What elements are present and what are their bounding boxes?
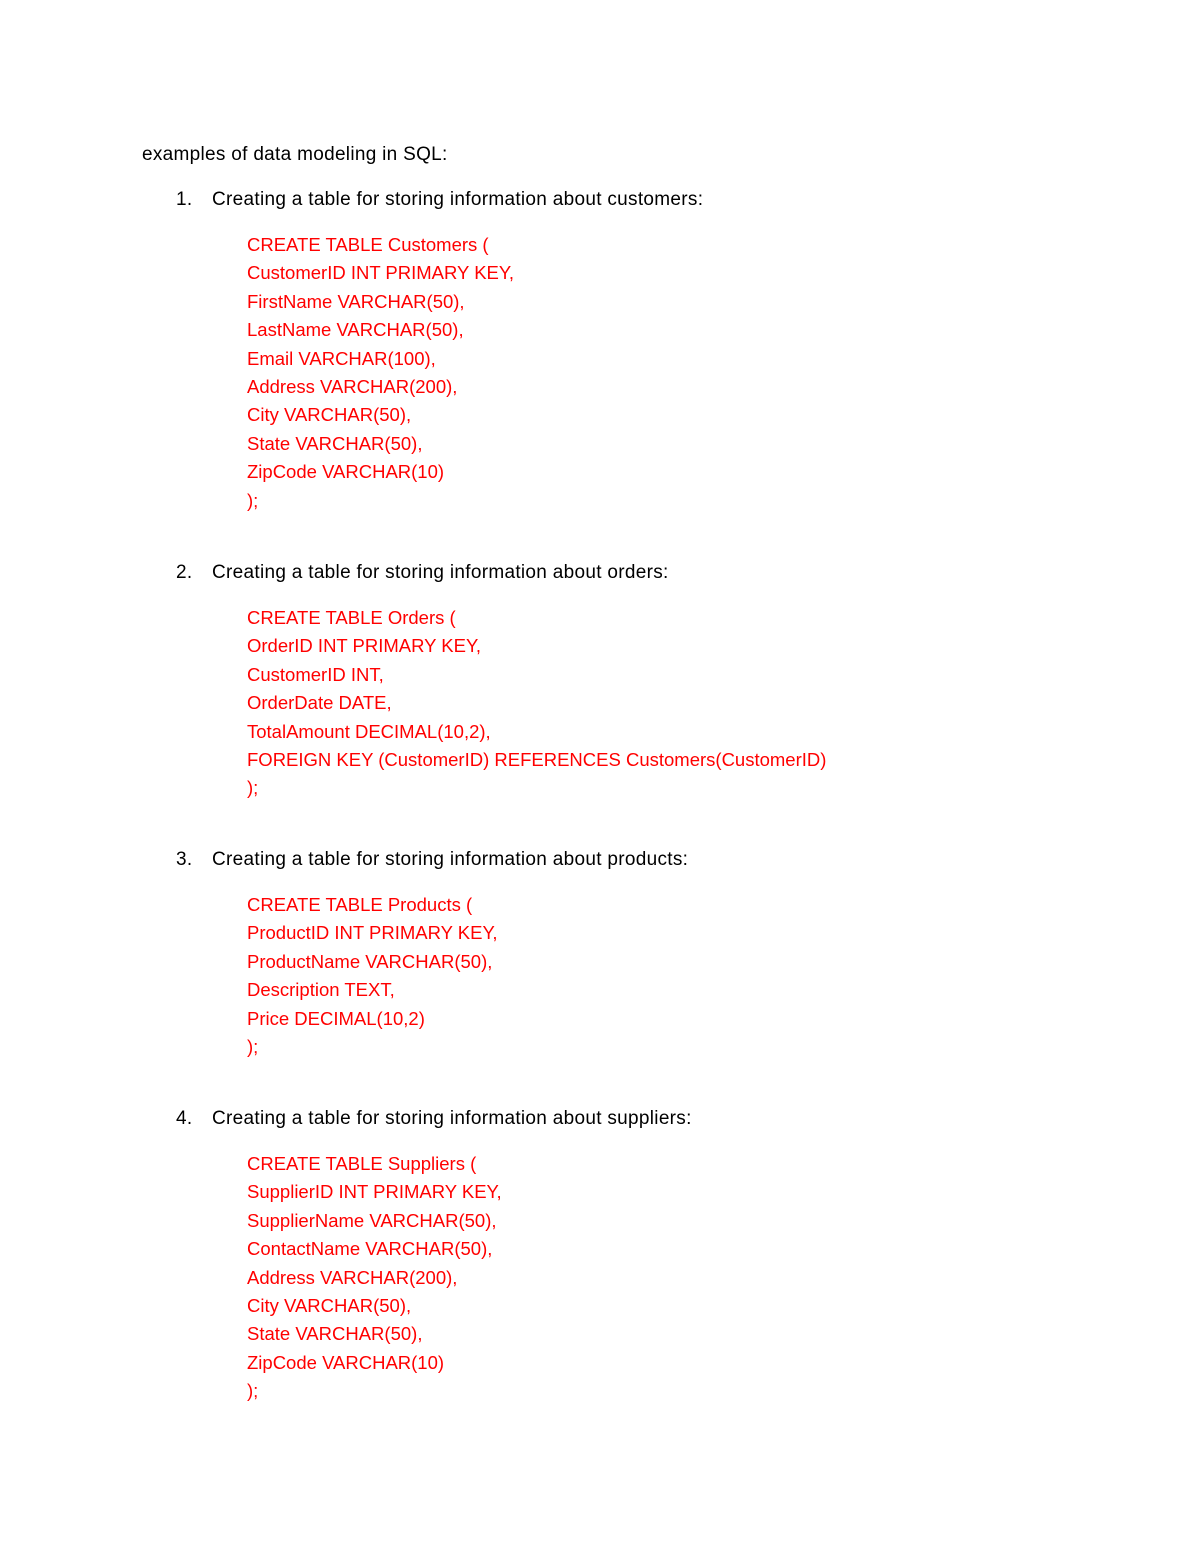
code-line: SupplierName VARCHAR(50), [247,1209,497,1231]
code-line: CustomerID INT, [247,663,384,685]
intro-text: examples of data modeling in SQL: [142,144,448,165]
code-line: ProductName VARCHAR(50), [247,950,493,972]
list-heading: Creating a table for storing information about products: [212,849,689,870]
code-line: LastName VARCHAR(50), [247,319,464,341]
code-line: CREATE TABLE Customers ( [247,234,489,255]
code-line: TotalAmount DECIMAL(10,2), [247,720,491,742]
list-number: 2. [176,562,193,583]
sql-code-block [247,231,514,515]
list-heading: Creating a table for storing information about suppliers: [212,1108,692,1129]
code-line: ); [247,777,259,799]
code-line: Address VARCHAR(200), [247,1266,458,1288]
list-heading: Creating a table for storing information about customers: [212,189,704,210]
code-line: Price DECIMAL(10,2) [247,1007,425,1029]
code-line: CREATE TABLE Orders ( [247,607,456,628]
list-item-heading [176,188,703,212]
code-line: ContactName VARCHAR(50), [247,1238,493,1260]
code-line: City VARCHAR(50), [247,404,412,426]
code-line: SupplierID INT PRIMARY KEY, [247,1181,502,1203]
code-line: OrderDate DATE, [247,692,392,714]
code-line: OrderID INT PRIMARY KEY, [247,635,482,657]
sql-code-block [247,1150,502,1406]
list-heading: Creating a table for storing information about orders: [212,562,669,583]
code-line: ZipCode VARCHAR(10) [247,1351,445,1373]
code-line: Address VARCHAR(200), [247,375,458,397]
code-line: State VARCHAR(50), [247,432,423,454]
list-number: 4. [176,1108,193,1129]
code-line: Description TEXT, [247,979,395,1001]
code-line: CustomerID INT PRIMARY KEY, [247,262,514,284]
code-line: FOREIGN KEY (CustomerID) REFERENCES Customers(CustomerID) [247,748,827,770]
list-number: 3. [176,849,193,870]
list-item-heading [176,561,669,585]
sql-code-block [247,891,498,1061]
code-line: ); [247,1380,259,1402]
code-line: ); [247,489,259,511]
list-item-heading [176,1107,692,1131]
code-line: ProductID INT PRIMARY KEY, [247,922,498,944]
code-line: City VARCHAR(50), [247,1294,412,1316]
code-line: ); [247,1035,259,1057]
code-line: ZipCode VARCHAR(10) [247,461,445,483]
code-line: Email VARCHAR(100), [247,347,436,369]
sql-code-block [247,604,826,803]
list-number: 1. [176,189,193,210]
code-line: CREATE TABLE Products ( [247,894,473,915]
code-line: State VARCHAR(50), [247,1323,423,1345]
code-line: CREATE TABLE Suppliers ( [247,1153,477,1174]
code-line: FirstName VARCHAR(50), [247,290,465,312]
list-item-heading [176,848,688,872]
